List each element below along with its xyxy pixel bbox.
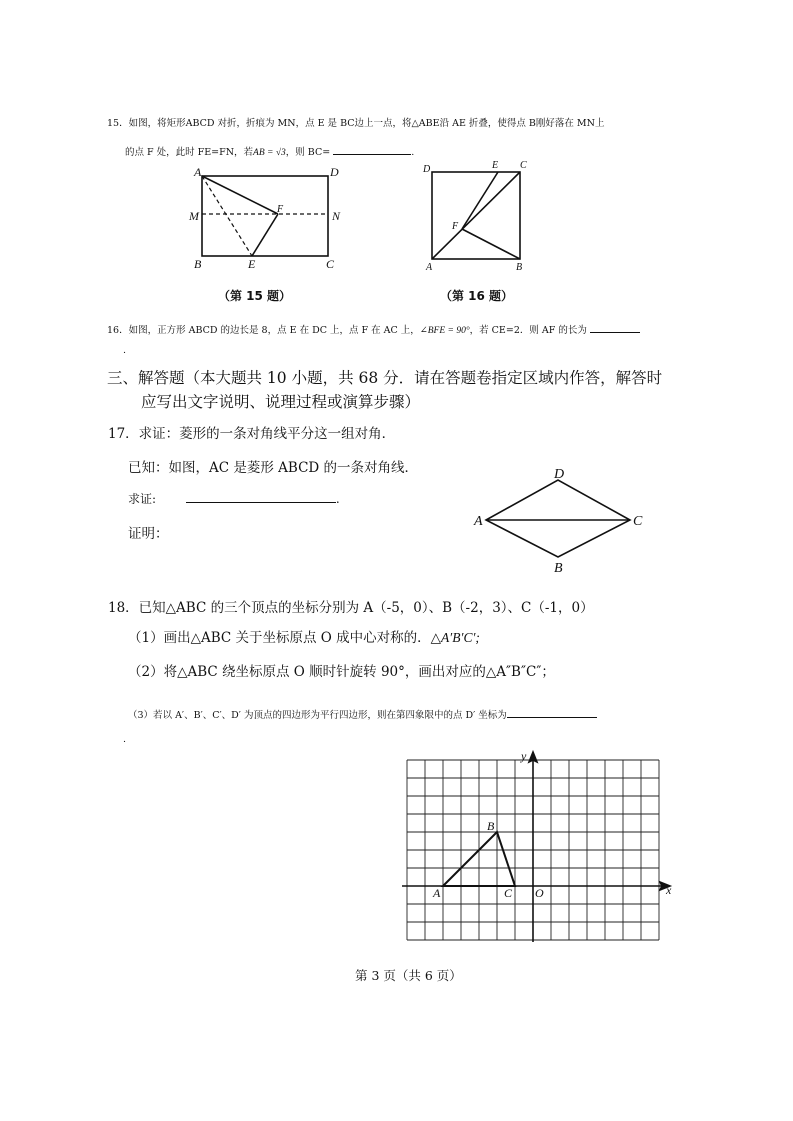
- q18-trailing-dot: .: [123, 734, 127, 745]
- q17-label-b: B: [554, 561, 563, 576]
- q15-formula: AB = √3: [253, 148, 286, 158]
- q17-rhombus: [486, 480, 630, 557]
- axis-label-y: y: [521, 749, 527, 763]
- axis-label-x: x: [666, 883, 672, 897]
- q18-part3-blank[interactable]: [507, 706, 597, 718]
- q16-segment-fb: [462, 229, 520, 259]
- q15-label-f: F: [277, 204, 284, 215]
- q15-label-m: M: [189, 209, 199, 223]
- q16-figure-caption: （第 16 题）: [440, 289, 514, 303]
- q16-figure: [418, 158, 533, 276]
- q16-diagonal-ac: [432, 172, 520, 259]
- q15-answer-blank[interactable]: [333, 143, 411, 155]
- q16-text: [107, 321, 640, 336]
- q15-rectangle: [202, 176, 328, 256]
- q16-label-d: D: [423, 164, 431, 175]
- q15-label-b: B: [194, 257, 202, 271]
- q18-part3-text: （3）若以 A′、B′、C′、D′ 为顶点的四边形为平行四边形，则在第四象限中的点 D′ 坐标为: [128, 710, 507, 721]
- q17-title: 17．求证：菱形的一条对角线平分这一组对角．: [108, 426, 396, 442]
- point-label-a: A: [433, 886, 441, 900]
- q16-answer-blank[interactable]: [590, 321, 640, 333]
- origin-label: O: [535, 886, 544, 900]
- q18-part2: （2）将△ABC 绕坐标原点 O 顺时针旋转 90°，画出对应的△A″B″C″；: [128, 664, 555, 680]
- q16-text-a: 16．如图，正方形 ABCD 的边长是 8，点 E 在 DC 上，点 F 在 AC 上，: [107, 325, 420, 336]
- q15-segment-fe: [252, 214, 278, 256]
- q17-figure: [470, 462, 650, 577]
- q15-line2b: ，则 BC=: [285, 147, 331, 158]
- q18-part1-triangle: △A′B′C′;: [430, 630, 480, 645]
- q15-figure: [180, 160, 350, 272]
- q17-prove-blank[interactable]: [186, 491, 336, 503]
- q18-part1-text: （1）画出△ABC 关于坐标原点 O 成中心对称的．: [128, 630, 431, 646]
- q17-label-a: A: [474, 514, 483, 529]
- q15-label-a: A: [194, 165, 202, 179]
- q17-label-c: C: [633, 514, 643, 529]
- q17-given: 已知：如图，AC 是菱形 ABCD 的一条对角线．: [128, 460, 419, 476]
- q15-figure-caption: （第 15 题）: [218, 289, 292, 303]
- q15-line1: 15．如图，将矩形ABCD 对折，折痕为 MN，点 E 是 BC边上一点，将△ABE沿 AE 折叠，使得点 B刚好落在 MN上: [107, 118, 605, 129]
- q15-line2a: 的点 F 处，此时 FE=FN，若: [125, 147, 254, 158]
- point-label-c: C: [504, 886, 513, 900]
- q16-label-b: B: [516, 262, 523, 273]
- q16-label-f: F: [452, 221, 459, 232]
- q16-formula: ∠BFE = 90°: [419, 326, 470, 336]
- q15-label-e: E: [248, 257, 256, 271]
- q17-proof-label: 证明：: [128, 526, 169, 542]
- q17-prove-label: 求证:: [128, 492, 157, 506]
- q16-segment-fe: [462, 172, 498, 229]
- q15-line2: 的点 F 处，此时 FE=FN，若AB = √3，则 BC= .: [125, 143, 414, 158]
- q17-label-d: D: [554, 467, 565, 482]
- q18-title: 18．已知△ABC 的三个顶点的坐标分别为 A（-5，0）、B（-2，3）、C（-1，0）: [108, 600, 594, 616]
- point-label-b: B: [487, 819, 495, 833]
- q18-part1: [128, 626, 480, 646]
- q15-label-d: D: [330, 165, 339, 179]
- q16-trailing-dot: .: [123, 345, 127, 356]
- q16-text-b: ，若 CE=2．则 AF 的长为: [469, 325, 587, 336]
- q18-part3: [128, 706, 597, 721]
- q16-label-c: C: [520, 160, 527, 171]
- y-axis-arrow: [529, 752, 537, 762]
- q18-coordinate-grid: [398, 748, 674, 946]
- page-footer: 第 3 页（共 6 页）: [355, 968, 462, 983]
- q17-prove-line: 求证: .: [128, 492, 340, 506]
- q15-label-c: C: [326, 257, 335, 271]
- q16-label-a: A: [426, 262, 433, 273]
- q15-label-n: N: [332, 209, 341, 223]
- section3-heading-line2: 应写出文字说明、说理过程或演算步骤）: [141, 393, 421, 411]
- section3-heading-line1: 三、解答题（本大题共 10 小题，共 68 分．请在答题卷指定区域内作答，解答时: [107, 369, 663, 387]
- q16-label-e: E: [492, 160, 499, 171]
